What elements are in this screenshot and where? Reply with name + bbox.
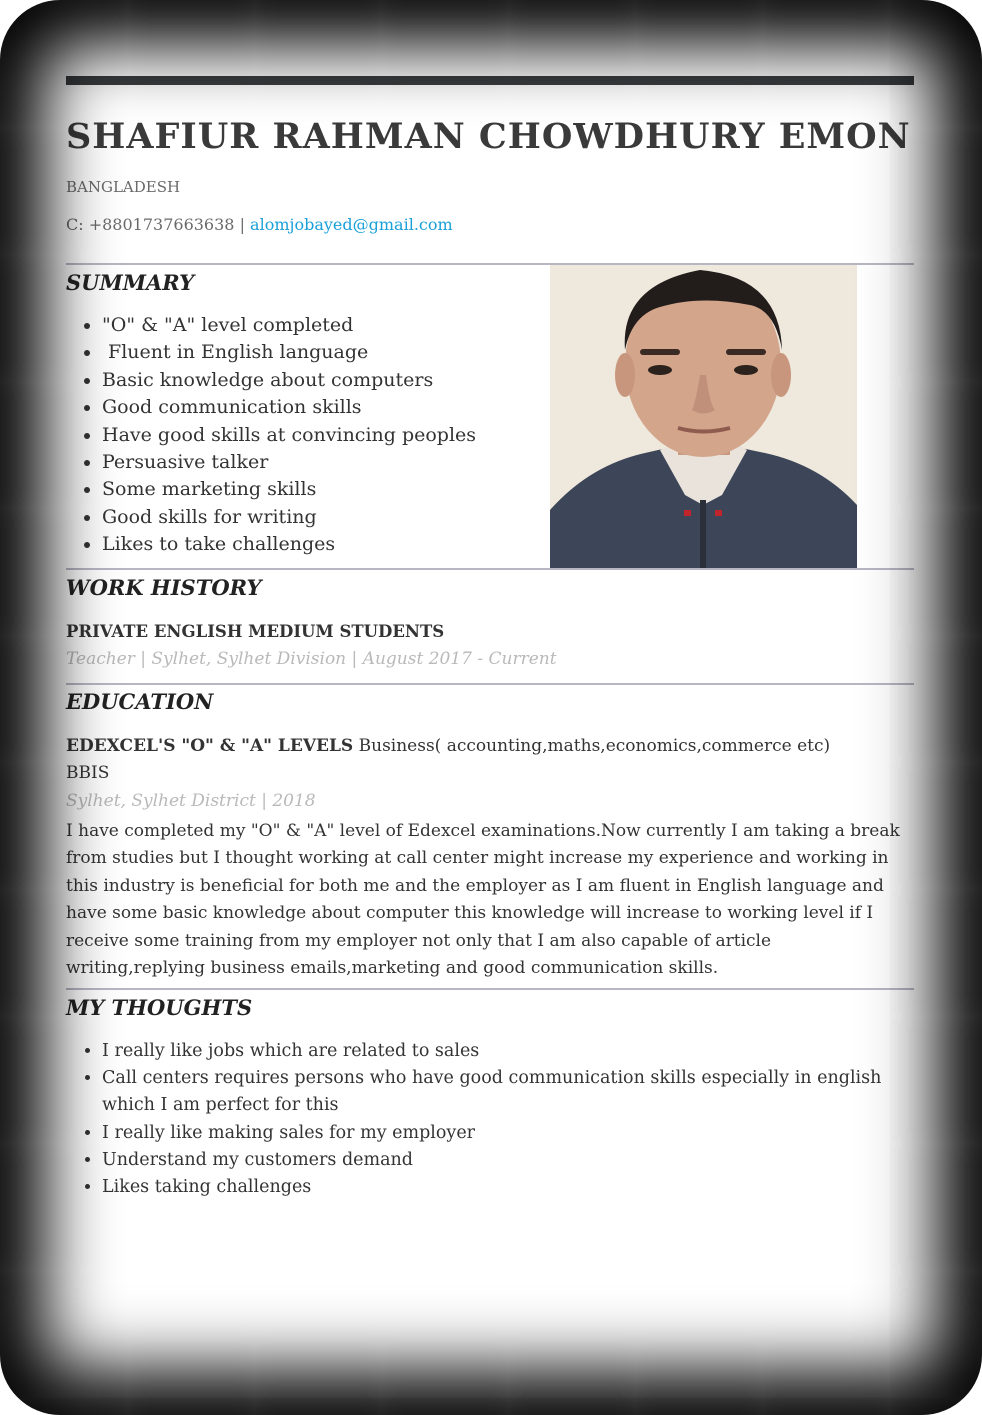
divider	[66, 988, 914, 990]
work-history-heading: WORK HISTORY	[66, 575, 262, 600]
top-bar	[66, 76, 914, 85]
thoughts-heading: MY THOUGHTS	[66, 995, 253, 1020]
education-degree: BBIS	[66, 763, 110, 783]
education-field: Business( accounting,maths,economics,commerce etc)	[353, 736, 831, 756]
list-item: • Good skills for writing	[102, 504, 476, 531]
list-item: • Call centers requires persons who have good communication skills especially in english which I am perfect for this	[102, 1065, 914, 1119]
contact-separator: |	[239, 215, 245, 234]
list-item: • I really like making sales for my employer	[102, 1120, 914, 1147]
list-item: • Likes taking challenges	[102, 1174, 914, 1201]
candidate-name: SHAFIUR RAHMAN CHOWDHURY EMON	[66, 116, 911, 157]
summary-list	[66, 312, 476, 559]
list-item: • I really like jobs which are related to sales	[102, 1038, 914, 1065]
education-institution: EDEXCEL'S "O" & "A" LEVELS	[66, 736, 354, 756]
divider	[66, 683, 914, 685]
list-item: • Likes to take challenges	[102, 531, 476, 558]
education-line	[66, 736, 830, 756]
thoughts-list	[66, 1038, 914, 1201]
list-item: • Persuasive talker	[102, 449, 476, 476]
list-item: • Have good skills at convincing peoples	[102, 422, 476, 449]
job-employer: PRIVATE ENGLISH MEDIUM STUDENTS	[66, 622, 445, 641]
phone: C: +8801737663638	[66, 215, 235, 234]
education-meta: Sylhet, Sylhet District | 2018	[66, 791, 316, 811]
summary-heading: SUMMARY	[66, 270, 195, 295]
portrait-illustration	[550, 265, 857, 569]
profile-photo	[550, 265, 857, 569]
list-item: • Understand my customers demand	[102, 1147, 914, 1174]
education-heading: EDUCATION	[66, 689, 214, 714]
list-item: • Basic knowledge about computers	[102, 367, 476, 394]
education-description: I have completed my "O" & "A" level of Edexcel examinations.Now currently I am taking a break from studies but I thought working at call center might increase my experience and working in this industry is beneficial for both me and the employer as I am fluent in English language and have some basic knowledge about computer this knowledge will increase to working level if I receive some training from my employer not only that I am also capable of article writing,replying business emails,marketing and good communication skills.	[66, 821, 900, 979]
divider	[66, 568, 914, 570]
email-link[interactable]: alomjobayed@gmail.com	[250, 215, 453, 234]
contact-line	[66, 215, 453, 234]
list-item: • "O" & "A" level completed	[102, 312, 476, 339]
country: BANGLADESH	[66, 178, 181, 196]
list-item: • Some marketing skills	[102, 476, 476, 503]
list-item: • Good communication skills	[102, 394, 476, 421]
list-item: • Fluent in English language	[102, 339, 476, 366]
job-meta: Teacher | Sylhet, Sylhet Division | August 2017 - Current	[66, 649, 557, 669]
